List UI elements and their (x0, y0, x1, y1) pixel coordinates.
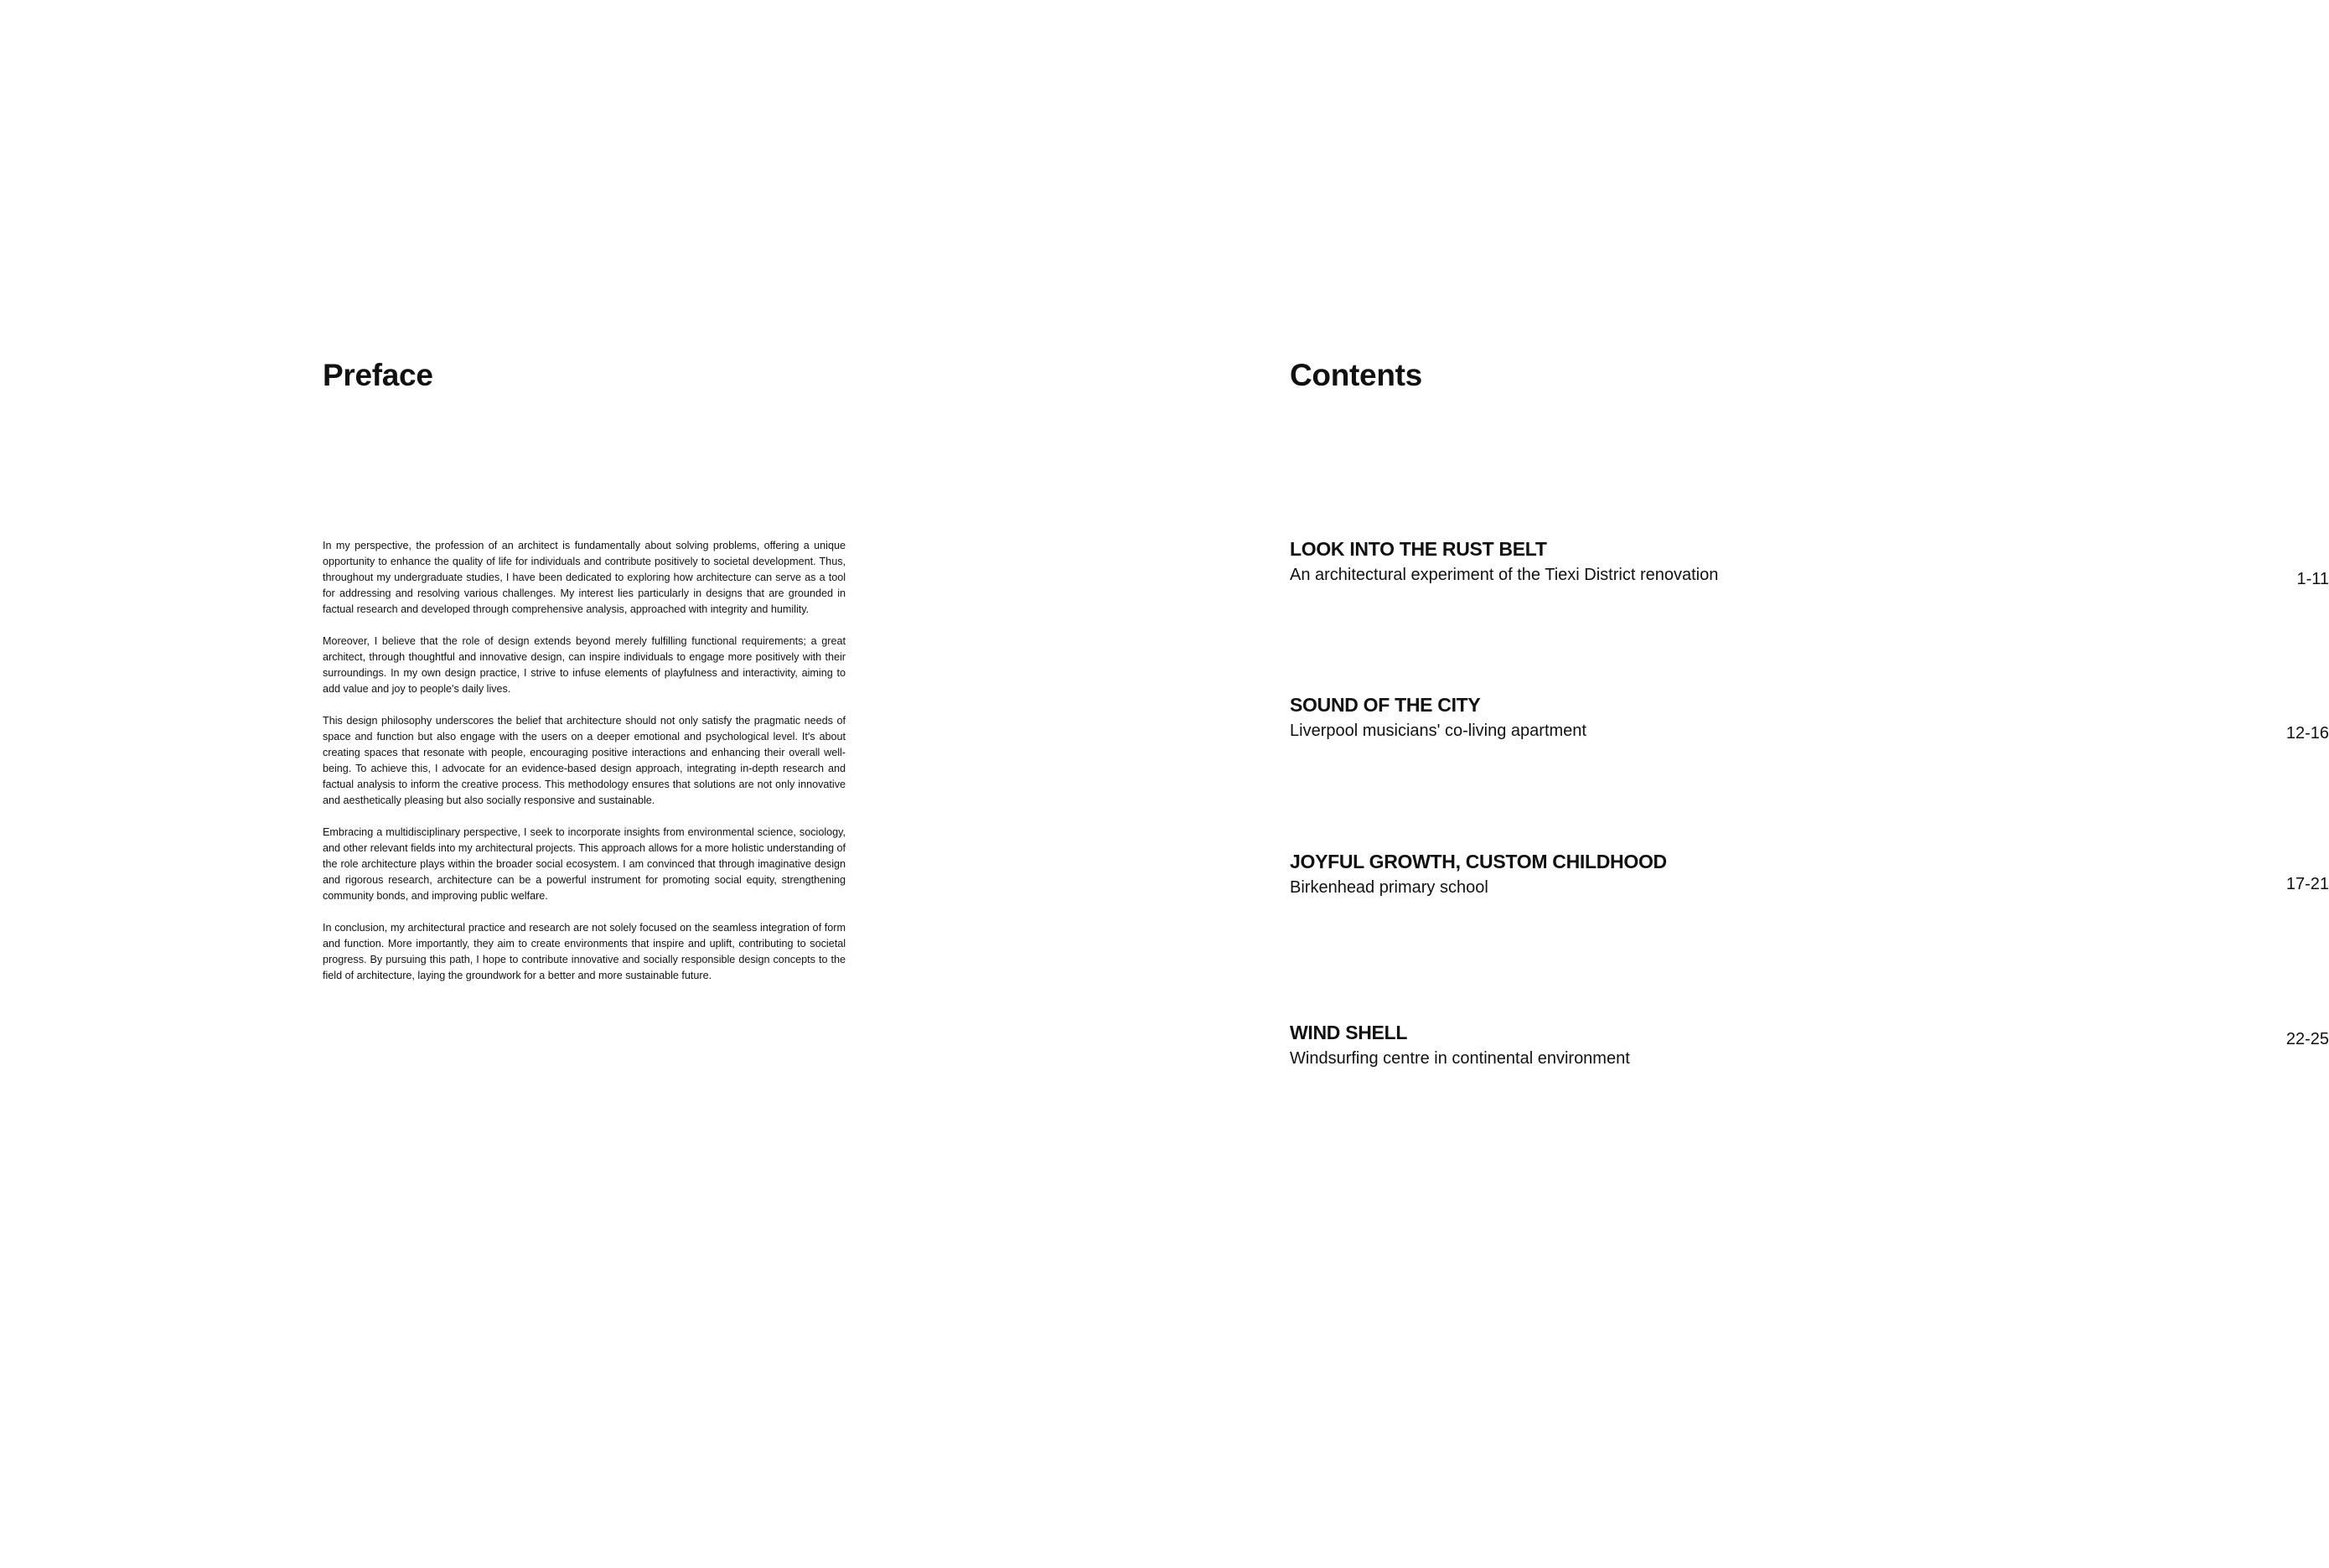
toc-entry-pages: 1-11 (2296, 570, 2329, 588)
preface-page (0, 0, 1109, 1568)
toc-entry-subtitle: An architectural experiment of the Tiexi District renovation (1290, 566, 1719, 584)
toc-entry[interactable] (1290, 536, 2329, 603)
preface-paragraph: This design philosophy underscores the belief that architecture should not only satisfy the pragmatic needs of space and function but also engage with the users on a deeper emotional and psychological level. It's about creating spaces that resonate with people, encouraging positive interactions and enhancing their overall well-being. To achieve this, I advocate for an evidence-based design approach, integrating in-depth research and factual analysis to inform the creative process. This methodology ensures that solutions are not only innovative and aesthetically pleasing but also socially responsive and sustainable. (323, 715, 846, 806)
contents-page (1109, 0, 2329, 1568)
toc-entry-subtitle: Windsurfing centre in continental environment (1290, 1049, 1630, 1068)
contents-title: Contents (1290, 358, 1422, 392)
toc-entry-title: JOYFUL GROWTH, CUSTOM CHILDHOOD (1290, 851, 1667, 872)
preface-paragraph: In my perspective, the profession of an architect is fundamentally about solving problems, offering a unique opportunity to enhance the quality of life for individuals and contribute positively to societal development. Thus, throughout my undergraduate studies, I have been dedicated to exploring how architecture can serve as a tool for addressing and resolving various challenges. My interest lies particularly in designs that are grounded in factual research and developed through comprehensive analysis, approached with integrity and humility. (323, 540, 846, 615)
preface-body (323, 538, 846, 1000)
preface-paragraph: Moreover, I believe that the role of design extends beyond merely fulfilling functional requirements; a great architect, through thoughtful and innovative design, can inspire individuals to engage more positively with their surroundings. In my own design practice, I strive to infuse elements of playfulness and interactivity, aiming to add value and joy to people's daily lives. (323, 635, 846, 695)
preface-paragraph: In conclusion, my architectural practice and research are not solely focused on the seamless integration of form and function. More importantly, they aim to create environments that inspire and uplift, contributing to societal progress. By pursuing this path, I hope to contribute innovative and socially responsible design concepts to the field of architecture, laying the groundwork for a better and more sustainable future. (323, 922, 846, 981)
toc-entry[interactable] (1290, 692, 2329, 759)
toc-entry-subtitle: Birkenhead primary school (1290, 878, 1488, 897)
toc-entry[interactable] (1290, 1020, 2329, 1087)
toc-entry-title: SOUND OF THE CITY (1290, 694, 1481, 716)
toc-entry-title: LOOK INTO THE RUST BELT (1290, 538, 1547, 560)
toc-entry-pages: 22-25 (2285, 1030, 2329, 1048)
toc-entry-pages: 12-16 (2285, 724, 2329, 743)
preface-paragraph: Embracing a multidisciplinary perspective, I seek to incorporate insights from environmental science, sociology, and other relevant fields into my architectural projects. This approach allows for a more holistic understanding of the role architecture plays within the broader social ecosystem. I am convinced that through imaginative design and rigorous research, architecture can be a powerful instrument for promoting social equity, strengthening community bonds, and improving public welfare. (323, 826, 846, 902)
preface-title: Preface (323, 358, 433, 392)
toc-entry-title: WIND SHELL (1290, 1022, 1408, 1043)
toc-entry-pages: 17-21 (2285, 875, 2329, 893)
toc-entry[interactable] (1290, 849, 2329, 916)
toc-entry-subtitle: Liverpool musicians' co-living apartment (1290, 722, 1586, 740)
